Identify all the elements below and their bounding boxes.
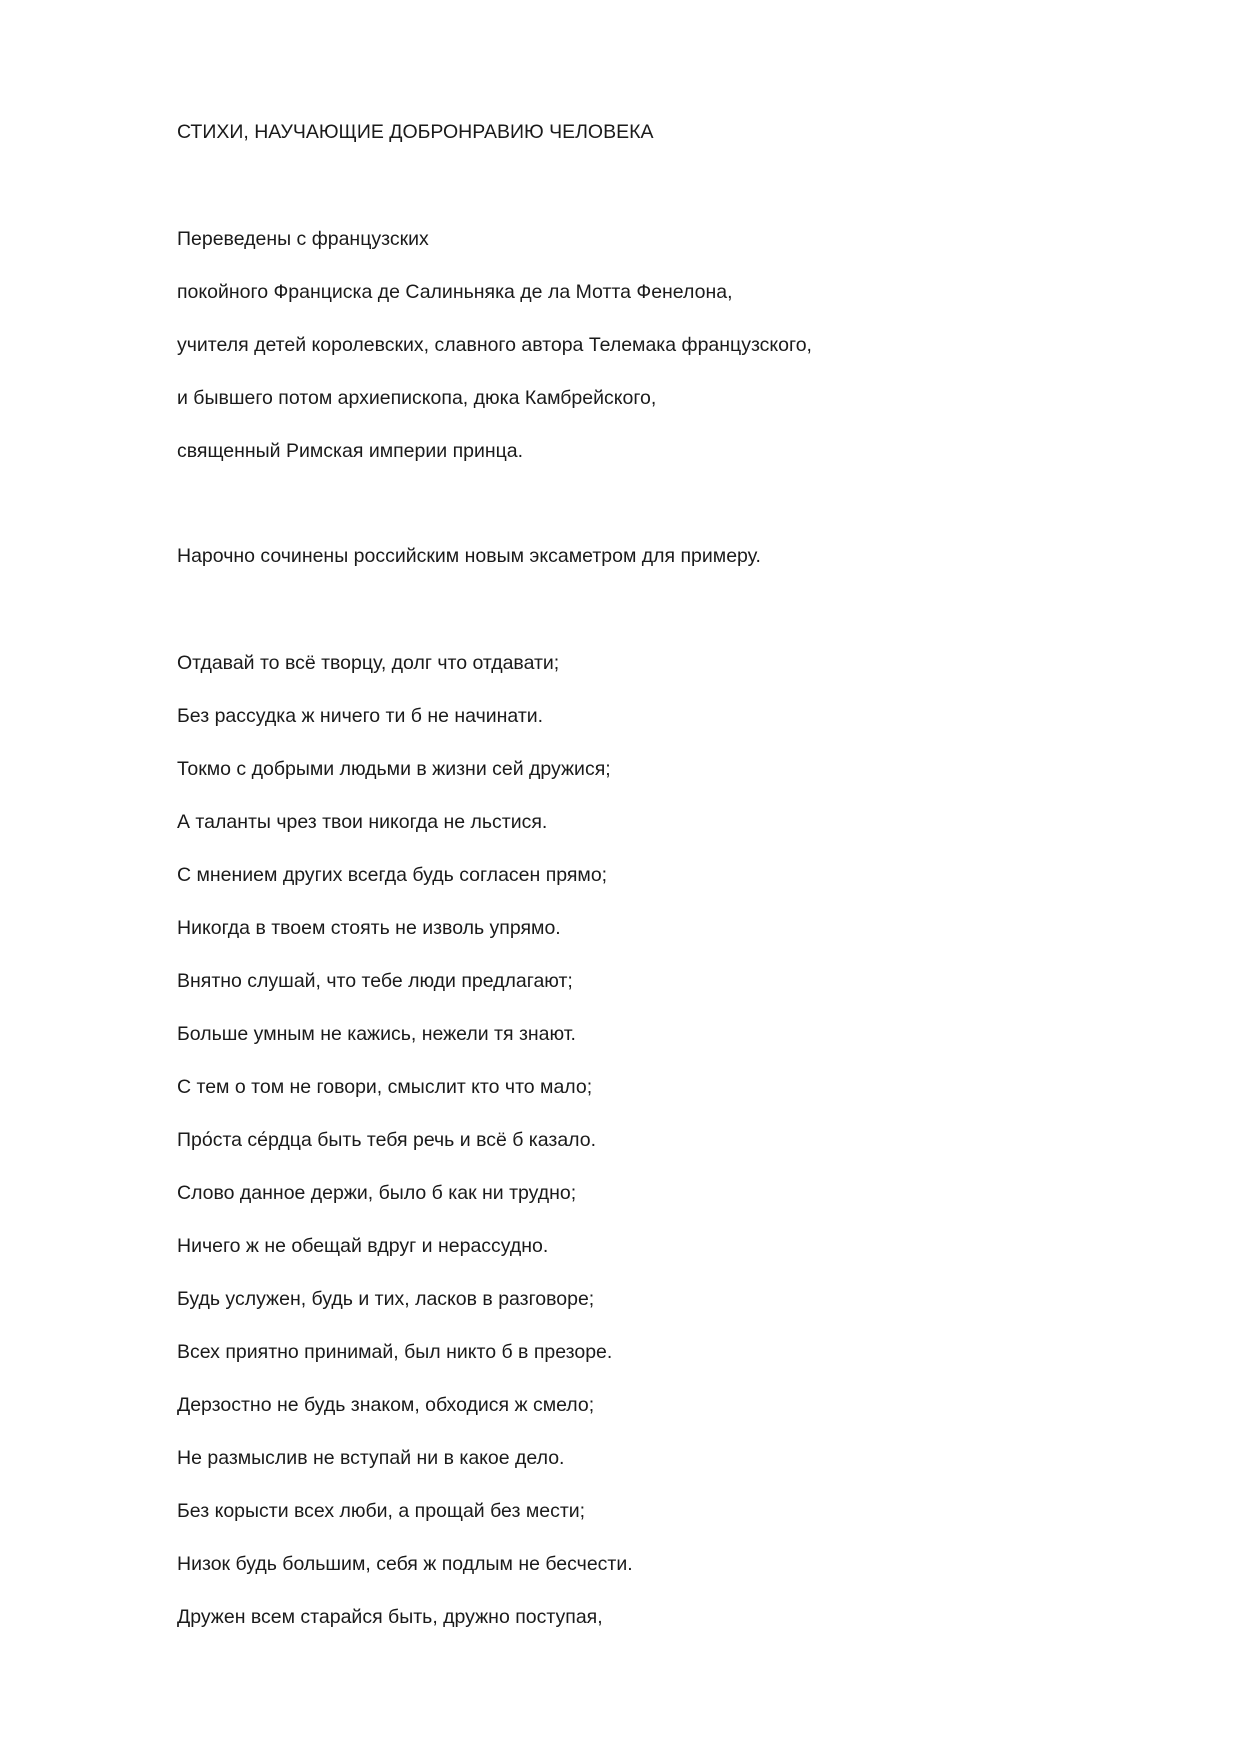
verse-line: Про́ста се́рдца быть тебя речь и всё б казало. <box>177 1129 597 1151</box>
verse-line: С мнением других всегда будь согласен прямо; <box>177 864 608 886</box>
verse-line: А таланты чрез твои никогда не льстися. <box>177 811 548 833</box>
verse-line: Дружен всем старайся быть, дружно поступая, <box>177 1606 603 1628</box>
verse-line: Будь услужен, будь и тих, ласков в разговоре; <box>177 1288 595 1310</box>
intro-line: покойного Франциска де Салиньняка де ла Мотта Фенелона, <box>177 281 733 303</box>
verse-line: Всех приятно принимай, был никто б в презоре. <box>177 1341 613 1363</box>
verse-line: Отдавай то всё творцу, долг что отдавати; <box>177 652 560 674</box>
verse-line: Без корысти всех люби, а прощай без мести; <box>177 1500 586 1522</box>
verse-line: Никогда в твоем стоять не изволь упрямо. <box>177 917 561 939</box>
verse-line: Не размыслив не вступай ни в какое дело. <box>177 1447 565 1469</box>
verse-line: Ничего ж не обещай вдруг и нерассудно. <box>177 1235 549 1257</box>
verse-line: Внятно слушай, что тебе люди предлагают; <box>177 970 573 992</box>
composition-note: Нарочно сочинены российским новым эксаметром для примеру. <box>177 545 761 567</box>
intro-line: Переведены с французских <box>177 228 429 250</box>
intro-line: учителя детей королевских, славного автора Телемака французского, <box>177 334 812 356</box>
verse-line: Без рассудка ж ничего ти б не начинати. <box>177 705 544 727</box>
document-title: СТИХИ, НАУЧАЮЩИЕ ДОБРОНРАВИЮ ЧЕЛОВЕКА <box>177 121 654 143</box>
verse-line: С тем о том не говори, смыслит кто что мало; <box>177 1076 593 1098</box>
verse-line: Токмо с добрыми людьми в жизни сей дружися; <box>177 758 611 780</box>
intro-line: и бывшего потом архиепископа, дюка Камбрейского, <box>177 387 657 409</box>
verse-line: Больше умным не кажись, нежели тя знают. <box>177 1023 576 1045</box>
verse-line: Низок будь большим, себя ж подлым не бесчести. <box>177 1553 633 1575</box>
verse-line: Слово данное держи, было б как ни трудно; <box>177 1182 577 1204</box>
intro-line: священный Римская империи принца. <box>177 440 524 462</box>
verse-line: Дерзостно не будь знаком, обходися ж смело; <box>177 1394 595 1416</box>
